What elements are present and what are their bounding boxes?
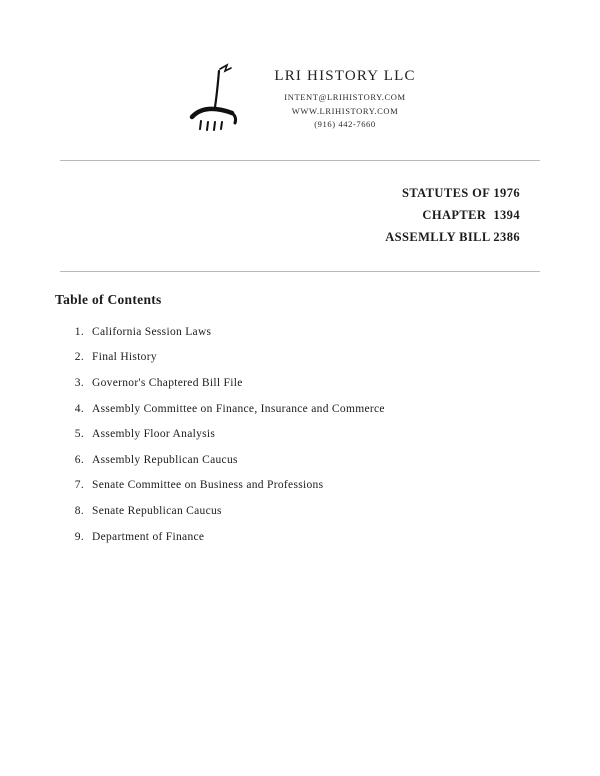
statute-reference-block	[0, 161, 600, 249]
toc-item-label: Assembly Republican Caucus	[92, 453, 238, 466]
toc-item-label: Assembly Floor Analysis	[92, 428, 216, 441]
assembly-bill-line: ASSEMLLY BILL 2386	[385, 229, 520, 244]
toc-item-number: 6.	[74, 453, 84, 466]
company-logo-icon	[184, 62, 244, 134]
statutes-line: STATUTES OF 1976	[402, 186, 520, 200]
toc-item	[68, 403, 600, 416]
toc-item	[68, 479, 600, 492]
toc-item-number: 9.	[74, 530, 84, 543]
company-name: LRI HISTORY LLC	[274, 68, 416, 85]
toc-item-number: 1.	[74, 325, 84, 338]
toc-item-label: Department of Finance	[92, 530, 205, 543]
toc-item-label: Governor's Chaptered Bill File	[92, 376, 243, 389]
toc-item-label: Senate Republican Caucus	[92, 505, 222, 518]
company-website: WWW.LRIHISTORY.COM	[291, 105, 399, 116]
toc-item-number: 2.	[74, 351, 84, 364]
toc-item	[68, 454, 600, 467]
chapter-line: CHAPTER 1394	[422, 207, 520, 222]
company-email: INTENT@LRIHISTORY.COM	[284, 92, 406, 103]
toc-item-label: Assembly Committee on Finance, Insurance and Commerce	[92, 402, 385, 415]
toc-item	[68, 351, 600, 364]
table-of-contents	[0, 272, 600, 544]
letterhead-text	[274, 65, 415, 131]
toc-item	[68, 505, 600, 518]
toc-item-number: 8.	[74, 505, 84, 518]
toc-item-label: Final History	[92, 351, 157, 364]
toc-item-number: 3.	[74, 376, 84, 389]
toc-item	[68, 428, 600, 441]
toc-item	[68, 377, 600, 390]
toc-item-label: California Session Laws	[92, 325, 212, 338]
toc-item	[68, 326, 600, 339]
toc-item-number: 4.	[74, 402, 84, 415]
toc-item	[68, 531, 600, 544]
letterhead	[0, 0, 600, 134]
toc-item-number: 5.	[74, 428, 84, 441]
toc-item-number: 7.	[74, 479, 84, 492]
company-phone: (916) 442-7660	[314, 118, 376, 129]
toc-item-label: Senate Committee on Business and Professions	[92, 479, 324, 492]
toc-title: Table of Contents	[55, 291, 162, 307]
toc-list	[55, 326, 600, 544]
